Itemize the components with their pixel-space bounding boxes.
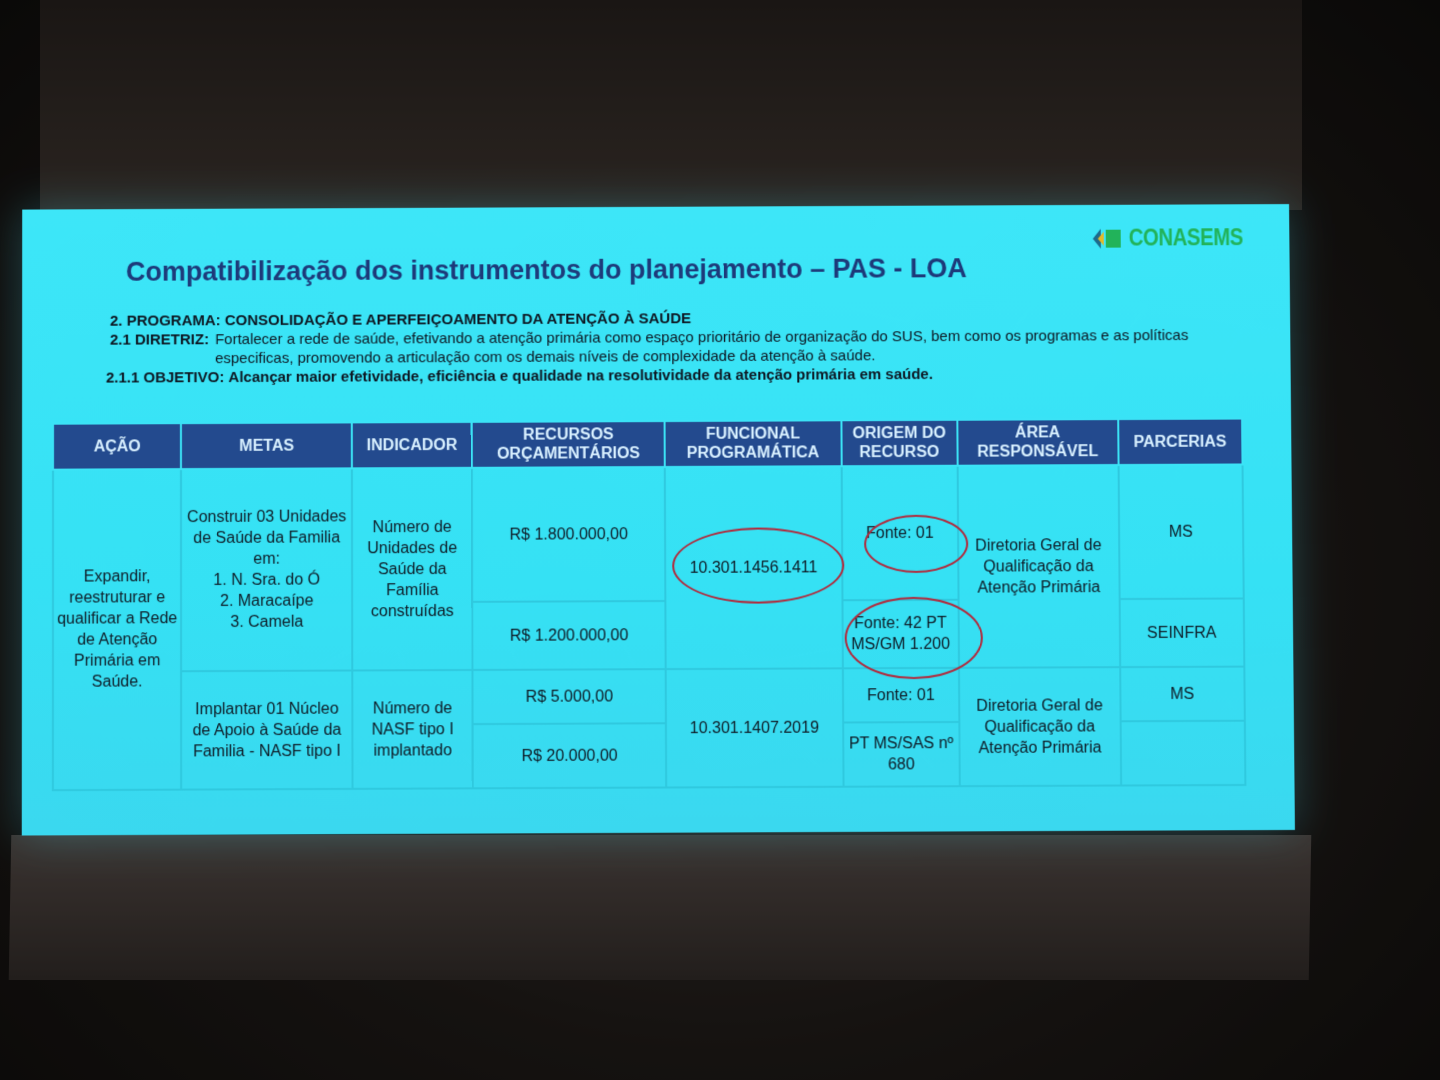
recurso-cell: R$ 20.000,00 [473, 723, 666, 788]
meta-intro: Construir 03 Unidades de Saúde da Familia em: [187, 508, 347, 568]
parceria-cell: MS [1120, 667, 1245, 722]
table-header-row [53, 419, 1242, 470]
funcional-cell: 10.301.1407.2019 [666, 668, 843, 787]
indicator-cell: Número de Unidades de Saúde da Família construídas [352, 468, 473, 671]
meta-item: 3. Camela [230, 613, 304, 631]
origem-cell: PT MS/SAS nº 680 [843, 722, 960, 787]
header-indicador: INDICADOR [352, 422, 472, 468]
origem-cell: Fonte: 42 PT MS/GM 1.200 [842, 600, 959, 669]
meta-cell [181, 468, 352, 671]
header-origem: ORIGEM DO RECURSO [841, 420, 958, 466]
parceria-cell [1120, 721, 1245, 786]
projected-slide [22, 204, 1295, 835]
objective-row [106, 364, 1239, 388]
header-acao: AÇÃO [53, 423, 181, 469]
header-funcional: FUNCIONAL PROGRAMÁTICA [665, 420, 842, 467]
conasems-logo [1091, 224, 1264, 253]
parceria-cell: SEINFRA [1119, 598, 1244, 667]
header-parcerias: PARCERIAS [1118, 419, 1243, 465]
table-row [53, 464, 1244, 603]
objective-label: 2.1.1 OBJETIVO: [105, 369, 225, 387]
indicator-cell: Número de NASF tipo I implantado [352, 670, 473, 789]
planning-table [52, 418, 1247, 792]
meta-item: 1. N. Sra. do Ó [213, 571, 321, 589]
directive-label: 2.1 DIRETRIZ: [109, 331, 210, 349]
meta-item: 2. Maracaípe [220, 592, 314, 610]
recurso-cell: R$ 5.000,00 [473, 669, 666, 724]
origem-cell: Fonte: 01 [841, 466, 958, 601]
recurso-cell: R$ 1.200.000,00 [473, 601, 666, 670]
meta-cell: Implantar 01 Núcleo de Apoio à Saúde da Familia - NASF tipo I [182, 670, 353, 789]
recurso-cell: R$ 1.800.000,00 [472, 467, 665, 602]
program-block [105, 307, 1239, 388]
area-cell: Diretoria Geral de Qualificação da Atenção Primária [959, 667, 1121, 786]
header-recursos: RECURSOS ORÇAMENTÁRIOS [472, 421, 665, 468]
funcional-cell: 10.301.1456.1411 [665, 466, 843, 669]
header-metas: METAS [181, 422, 352, 469]
header-area: ÁREA RESPONSÁVEL [957, 419, 1118, 466]
action-cell: Expandir, reestruturar e qualificar a Rede de Atenção Primária em Saúde. [53, 469, 182, 790]
origem-cell: Fonte: 01 [842, 668, 959, 723]
directive-row [110, 326, 1239, 369]
parceria-cell: MS [1118, 464, 1244, 599]
table-row [53, 667, 1245, 726]
conasems-logo-icon [1091, 227, 1123, 251]
projection-wall-bottom [9, 835, 1312, 980]
projection-wall-top [40, 0, 1302, 210]
brand-name: CONASEMS [1128, 224, 1244, 252]
objective-text: Alcançar maior efetividade, eficiência e qualidade na resolutividade da atenção primária em saúde. [228, 366, 933, 387]
area-cell: Diretoria Geral de Qualificação da Atenção Primária [958, 465, 1120, 668]
slide-title: Compatibilização dos instrumentos do planejamento – PAS - LOA [125, 253, 967, 287]
directive-text: Fortalecer a rede de saúde, efetivando a atenção primária como espaço prioritário de organização do SUS, bem como os programas e as políticas especificas, promovendo a articulação com os demais níveis de complexidade da atenção à saúde. [215, 326, 1189, 368]
program-line: 2. PROGRAMA: CONSOLIDAÇÃO E APERFEIÇOAMENTO DA ATENÇÃO À SAÚDE [109, 310, 692, 330]
